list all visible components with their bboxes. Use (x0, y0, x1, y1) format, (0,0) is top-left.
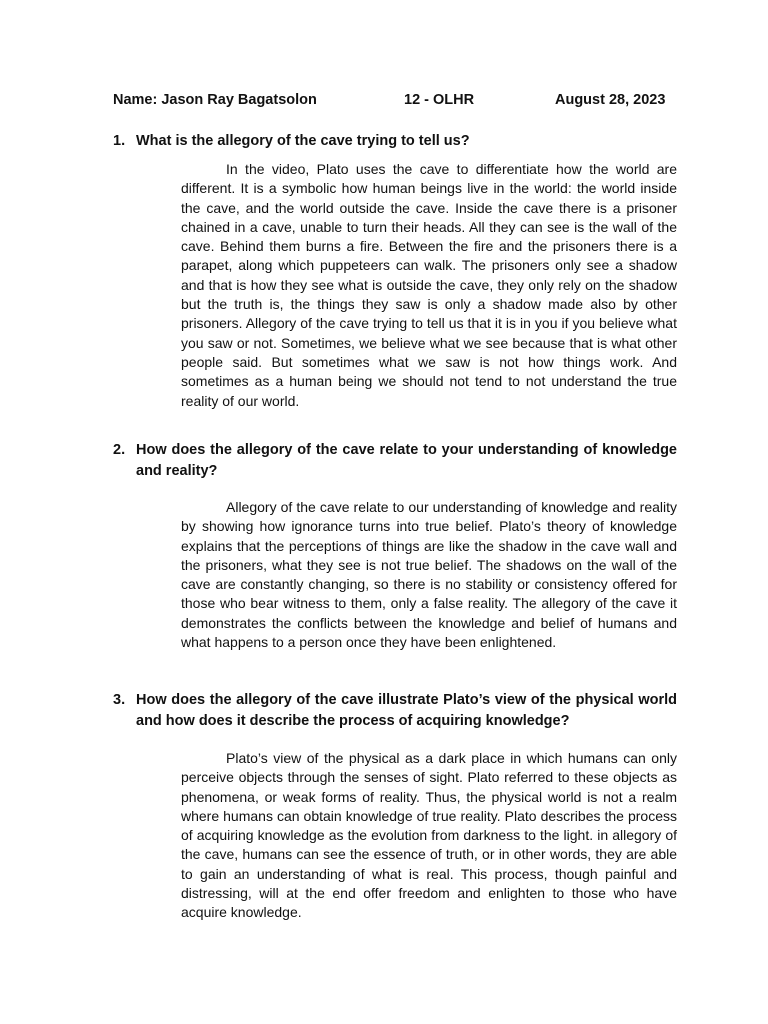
answer-1: In the video, Plato uses the cave to differentiate how the world are different. It is a symbolic how human beings live in the world: the world inside the cave, and the world outside the cave. Inside the cave there is a prisoner chained in a cave, unable to turn their heads. All they can see is the wall of the cave. Behind them burns a fire. Between the fire and the prisoners there is a parapet, along which puppeteers can walk. The prisoners only see a shadow and that is how they see what is outside the cave, they only rely on the shadow but the truth is, the things they saw is only a shadow made also by other prisoners. Allegory of the cave trying to tell us that it is in you if you believe what you saw or not. Sometimes, we believe what we see because that is what other people said. But sometimes what we saw is not how things work. And sometimes as a human being we should not tend to not understand the true reality of our world. (181, 161, 677, 409)
question-3 (113, 690, 677, 732)
answer-2: Allegory of the cave relate to our understanding of knowledge and reality by showing how ignorance turns into true belief. Plato’s theory of knowledge explains that the perceptions of things are like the shadow in the cave wall and the prisoners, what they see is not true belief. The shadows on the wall of the cave are constantly changing, so there is no stability or consistency offered for those who bear witness to them, only a false reality. The allegory of the cave it demonstrates the conflicts between the knowledge and belief of humans and what happens to a person once they have been enlightened. (181, 499, 677, 651)
question-text: What is the allegory of the cave trying to tell us? (136, 133, 470, 149)
question-text: How does the allegory of the cave illustrate Plato’s view of the physical world and how does it describe the process of acquiring knowledge? (136, 692, 677, 729)
question-number: 1. (113, 133, 126, 149)
question-2 (113, 440, 677, 482)
question-number: 2. (113, 442, 126, 458)
section-label: 12 - OLHR (404, 92, 475, 108)
student-name: Name: Jason Ray Bagatsolon (113, 92, 317, 108)
document-header (0, 92, 768, 114)
question-text: How does the allegory of the cave relate to your understanding of knowledge and reality? (136, 442, 677, 479)
question-1 (113, 131, 677, 152)
answer-3: Plato’s view of the physical as a dark place in which humans can only perceive objects through the senses of sight. Plato referred to these objects as phenomena, or weak forms of reality. Thus, the physical world is not a realm where humans can obtain knowledge of true reality. Plato describes the process of acquiring knowledge as the evolution from darkness to the light. in allegory of the cave, humans can see the essence of truth, or in other words, they are able to gain an understanding of what is real. This process, though painful and distressing, will at the end offer freedom and enlighten to those who have acquire knowledge. (181, 750, 677, 921)
question-number: 3. (113, 692, 126, 708)
date-label: August 28, 2023 (555, 92, 666, 108)
